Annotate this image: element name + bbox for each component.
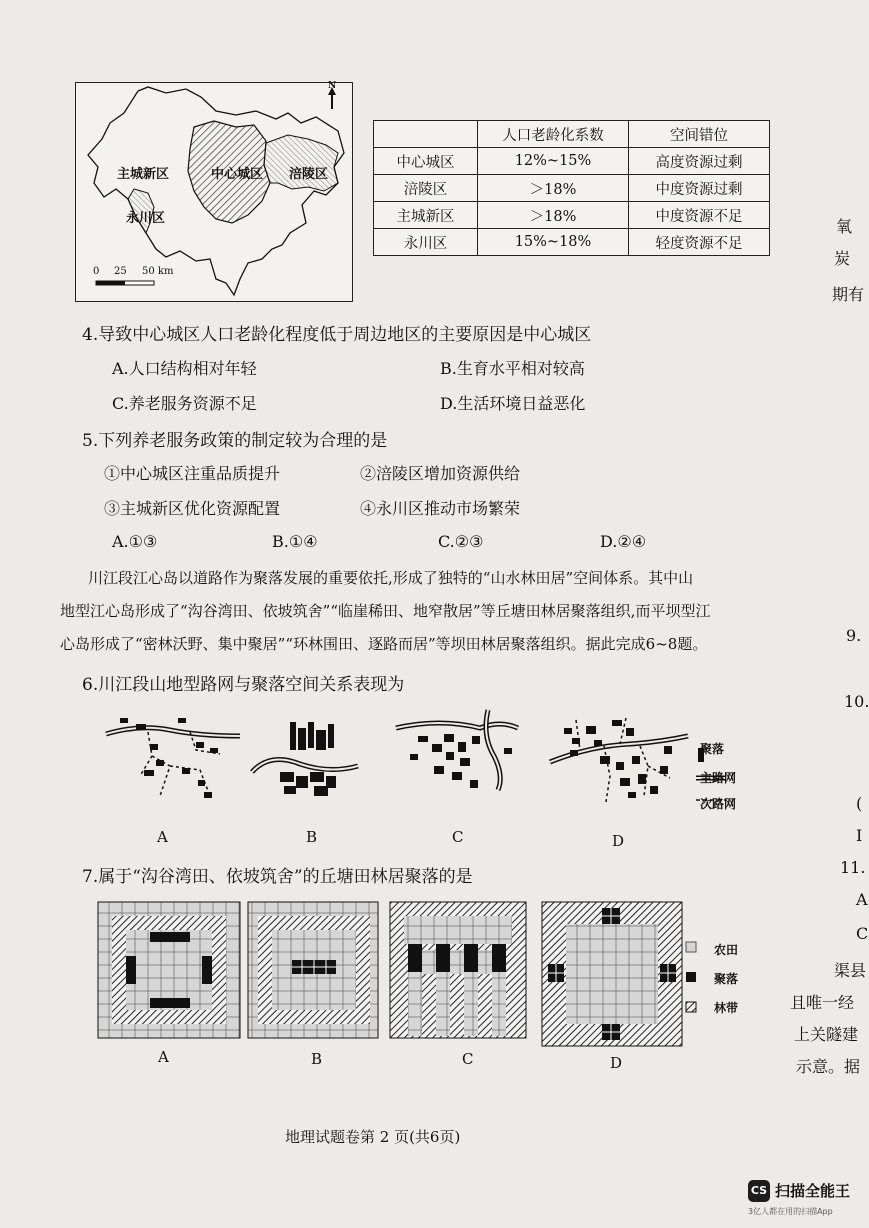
- table-cell: 中度资源不足: [629, 202, 770, 229]
- scale-tick-0: 0: [93, 266, 100, 277]
- edge-text-1: 氧: [836, 217, 853, 236]
- table-header-cell: 人口老龄化系数: [478, 121, 629, 148]
- q7-diagram-d[interactable]: [542, 902, 682, 1046]
- q7-legend-forest: 林带: [714, 1001, 739, 1015]
- region-map: [75, 82, 353, 302]
- q7-legend-forest-swatch: [686, 1002, 696, 1012]
- table-cell: ＞18%: [478, 175, 629, 202]
- edge-text-6: (: [856, 794, 863, 813]
- q7-grid-diagrams: [96, 900, 756, 1050]
- scale-tick-25: 25: [114, 266, 127, 277]
- table-header-cell: [374, 121, 478, 148]
- table-cell: 永川区: [374, 229, 478, 256]
- table-cell: 中度资源过剩: [629, 175, 770, 202]
- q6-diagram-a[interactable]: [106, 718, 240, 798]
- aging-table: [373, 120, 770, 256]
- q6-legend-main-road: 主路网: [700, 771, 737, 785]
- edge-text-7: I: [856, 826, 863, 845]
- q6-label-a: A: [157, 828, 168, 846]
- q4-option-c[interactable]: C.养老服务资源不足: [112, 394, 257, 413]
- table-cell: 中心城区: [374, 148, 478, 175]
- edge-text-11: 渠县: [834, 961, 867, 980]
- map-label-zhucheng: 主城新区: [117, 167, 170, 182]
- q6-diagram-d[interactable]: [550, 718, 688, 802]
- table-cell: 15%~18%: [478, 229, 629, 256]
- q7-diagram-b[interactable]: [248, 902, 378, 1038]
- table-row: [374, 202, 770, 229]
- q7-diagram-a[interactable]: [98, 902, 240, 1038]
- table-header-cell: 空间错位: [629, 121, 770, 148]
- q7-stem: 7.属于“沟谷湾田、依坡筑舍”的丘塘田林居聚落的是: [82, 867, 473, 887]
- q5-option-a[interactable]: A.①③: [112, 532, 158, 551]
- q6-label-c: C: [452, 828, 464, 846]
- q7-label-d: D: [610, 1054, 623, 1072]
- q6-label-d: D: [612, 832, 625, 850]
- q7-legend-settlement: 聚落: [714, 972, 739, 986]
- scale-bar-fill: [96, 281, 125, 285]
- passage: [60, 562, 782, 661]
- watermark-brand: 扫描全能王: [775, 1182, 851, 1200]
- q4-option-a[interactable]: A.人口结构相对年轻: [112, 359, 257, 378]
- q4-option-d[interactable]: D.生活环境日益恶化: [440, 394, 586, 413]
- table-header-row: [374, 121, 770, 148]
- edge-text-4: 9.: [846, 626, 862, 645]
- table-row: [374, 229, 770, 256]
- q6-legend-sub-road: 次路网: [700, 797, 737, 811]
- watermark-subtitle: 3亿人都在用的扫描App: [748, 1207, 833, 1216]
- table-cell: 高度资源过剩: [629, 148, 770, 175]
- q5-statement-3: ③主城新区优化资源配置: [104, 499, 281, 518]
- map-label-fuling: 涪陵区: [289, 167, 329, 182]
- q4-option-b[interactable]: B.生育水平相对较高: [440, 359, 585, 378]
- map-label-yongchuan: 永川区: [126, 211, 166, 226]
- edge-text-13: 上关隧建: [794, 1025, 859, 1044]
- q7-diagram-c[interactable]: [390, 902, 526, 1038]
- scale-tick-50: 50 km: [142, 266, 174, 277]
- q5-statement-1: ①中心城区注重品质提升: [104, 464, 281, 483]
- q5-stem: 5.下列养老服务政策的制定较为合理的是: [82, 431, 388, 451]
- table-row: [374, 148, 770, 175]
- table-cell: 主城新区: [374, 202, 478, 229]
- edge-text-3: 期有: [832, 285, 865, 304]
- q6-label-b: B: [306, 828, 318, 846]
- q6-diagram-c[interactable]: [396, 710, 518, 790]
- edge-text-8: 11.: [840, 858, 866, 877]
- q6-diagram-b[interactable]: [252, 722, 358, 796]
- q7-legend-farmland-swatch: [686, 942, 696, 952]
- edge-text-9: A: [856, 890, 868, 909]
- q7-legend-settlement-swatch: [686, 972, 696, 982]
- table-cell: 涪陵区: [374, 175, 478, 202]
- north-label: N: [328, 81, 337, 91]
- table-cell: 12%~15%: [478, 148, 629, 175]
- edge-text-2: 炭: [834, 249, 851, 268]
- q5-statement-2: ②涪陵区增加资源供给: [360, 464, 521, 483]
- table-cell: ＞18%: [478, 202, 629, 229]
- q4-stem: 4.导致中心城区人口老龄化程度低于周边地区的主要原因是中心城区: [82, 325, 592, 345]
- table-cell: 轻度资源不足: [629, 229, 770, 256]
- camscanner-logo: CS: [748, 1180, 770, 1202]
- q5-option-d[interactable]: D.②④: [600, 532, 647, 551]
- q5-statement-4: ④永川区推动市场繁荣: [360, 499, 521, 518]
- q5-option-c[interactable]: C.②③: [438, 532, 484, 551]
- q6-stem: 6.川江段山地型路网与聚落空间关系表现为: [82, 675, 405, 695]
- edge-text-10: C: [856, 924, 869, 943]
- q5-option-b[interactable]: B.①④: [272, 532, 318, 551]
- q6-road-diagrams: [100, 706, 760, 816]
- edge-text-5: 10.: [844, 692, 869, 711]
- q7-label-c: C: [462, 1050, 474, 1068]
- table-row: [374, 175, 770, 202]
- map-label-zhongxin: 中心城区: [211, 167, 264, 182]
- q6-legend-settlement: 聚落: [700, 742, 725, 756]
- q7-label-b: B: [311, 1050, 323, 1068]
- passage-line-1: 川江段江心岛以道路作为聚落发展的重要依托,形成了独特的“山水林田居”空间体系。其中山: [88, 569, 694, 587]
- q7-legend-farmland: 农田: [714, 943, 739, 957]
- edge-text-12: 且唯一经: [790, 993, 855, 1012]
- page-footer: 地理试题卷第 2 页(共6页): [285, 1128, 461, 1146]
- passage-line-3: 心岛形成了“密林沃野、集中聚居”“环林围田、逐路而居”等坝田林居聚落组织。据此完成6~8题。: [60, 635, 708, 653]
- passage-line-2: 地型江心岛形成了“沟谷湾田、依坡筑舍”“临崖稀田、地窄散居”等丘塘田林居聚落组织,而平坝型江: [60, 602, 711, 620]
- edge-text-14: 示意。据: [796, 1057, 861, 1076]
- q7-label-a: A: [158, 1048, 169, 1066]
